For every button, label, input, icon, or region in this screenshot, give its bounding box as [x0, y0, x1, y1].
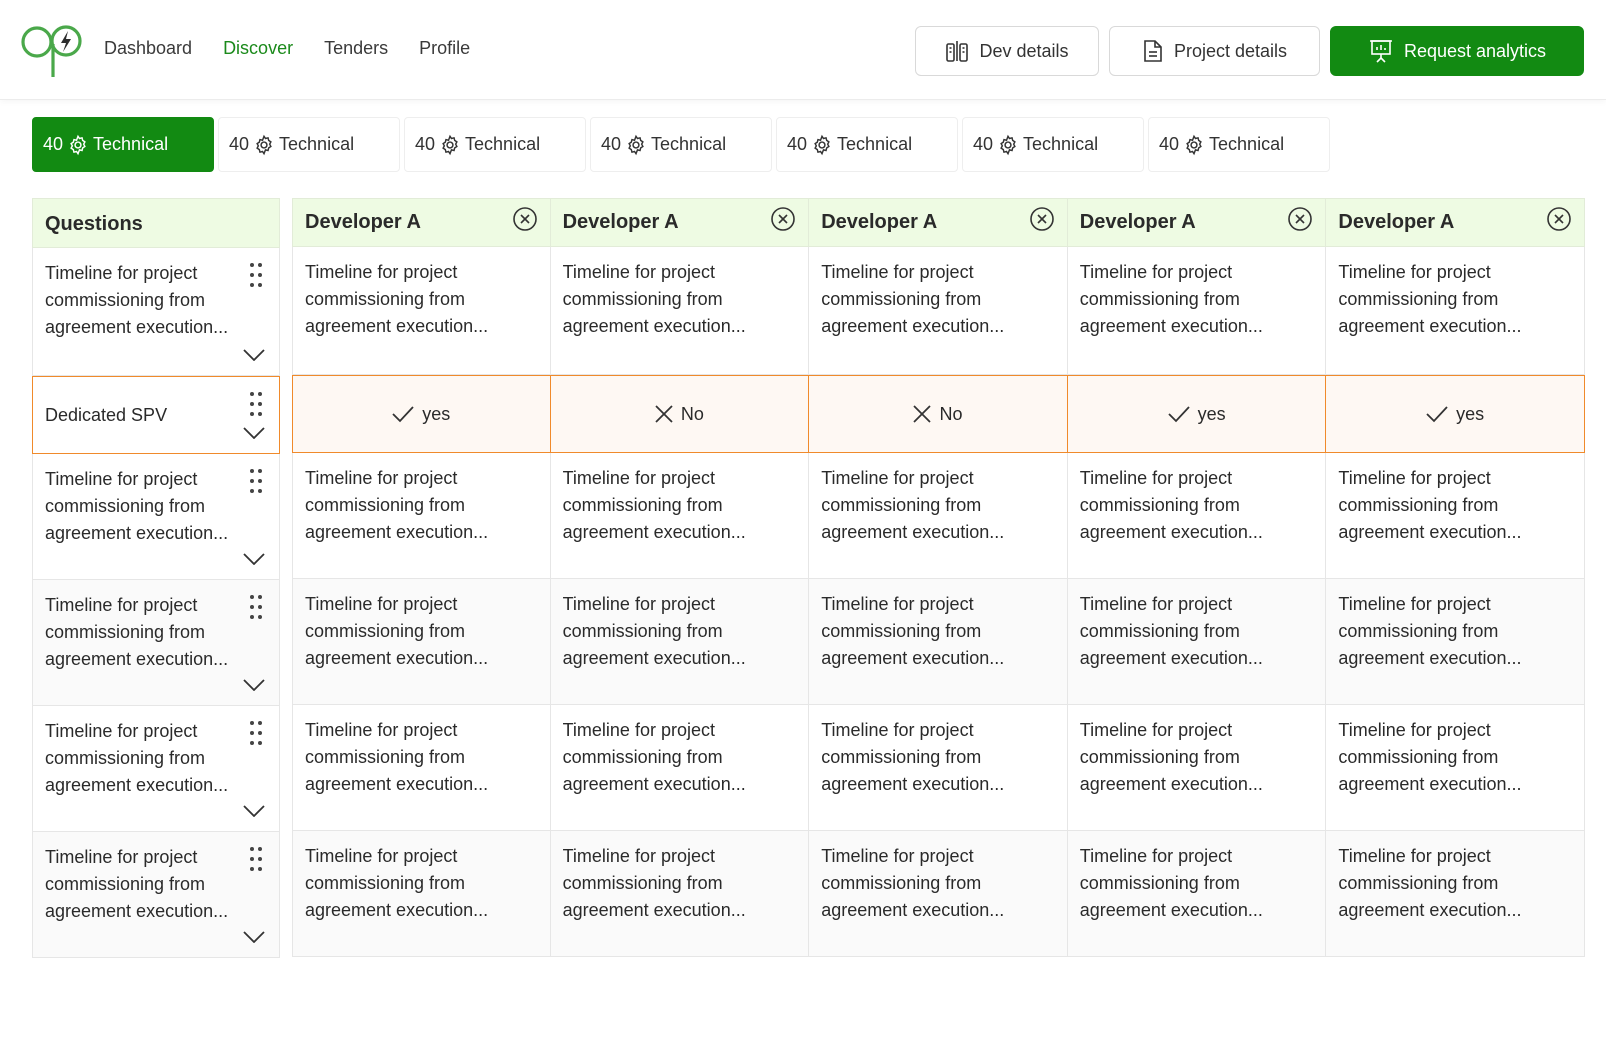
question-text: Timeline for project commissioning from agreement execution...: [45, 469, 229, 543]
gear-icon: [67, 134, 89, 156]
tab-count: 40: [1159, 134, 1180, 154]
tab-count: 40: [43, 134, 64, 154]
answer-text: Timeline for project commissioning from agreement execution...: [562, 846, 746, 920]
answer-text: Timeline for project commissioning from agreement execution...: [1338, 594, 1522, 668]
answer-cell: [292, 375, 551, 453]
dev-details-label: Dev details: [979, 40, 1069, 61]
developer-column-header: [292, 199, 551, 247]
nav-discover[interactable]: Discover: [223, 38, 294, 58]
gear-icon: [997, 134, 1019, 156]
table-row: [292, 705, 1585, 831]
request-analytics-label: Request analytics: [1403, 40, 1547, 61]
tab-technical-2[interactable]: [218, 117, 400, 172]
close-circle-icon[interactable]: [512, 206, 538, 232]
answer-cell: [292, 453, 551, 579]
answer-cell: [1326, 453, 1585, 579]
answer-cell: [809, 247, 1068, 375]
remove-developer-button[interactable]: [1546, 206, 1572, 240]
tab-technical-3[interactable]: [404, 117, 586, 172]
remove-developer-button[interactable]: [512, 206, 538, 240]
x-icon: [913, 405, 931, 423]
answer-cell: [809, 831, 1068, 957]
answer-text: Timeline for project commissioning from agreement execution...: [305, 846, 489, 920]
question-row[interactable]: [32, 706, 280, 832]
check-icon: [1168, 405, 1190, 423]
answer-label: No: [680, 403, 704, 424]
answer-cell: [1326, 579, 1585, 705]
project-details-button[interactable]: [1109, 26, 1320, 76]
question-row-highlighted[interactable]: [32, 376, 280, 454]
chevron-down-icon[interactable]: [243, 427, 265, 439]
tab-count: 40: [787, 134, 808, 154]
nav-dashboard[interactable]: Dashboard: [104, 38, 193, 58]
category-tabs: [32, 117, 1334, 172]
tab-technical-7[interactable]: [1148, 117, 1330, 172]
question-row[interactable]: [32, 580, 280, 706]
answer-label: yes: [1456, 403, 1485, 424]
gear-icon: [1183, 134, 1205, 156]
chevron-down-icon[interactable]: [243, 805, 265, 817]
answer-cell: [809, 579, 1068, 705]
answer-label: yes: [1197, 403, 1226, 424]
close-circle-icon[interactable]: [1287, 206, 1313, 232]
answer-cell: [551, 375, 810, 453]
answer-cell: [809, 375, 1068, 453]
developer-name: Developer A: [1338, 211, 1455, 233]
answer-text: Timeline for project commissioning from agreement execution...: [1338, 720, 1522, 794]
answer-cell: [292, 579, 551, 705]
close-circle-icon[interactable]: [1029, 206, 1055, 232]
tab-label: Technical: [1023, 134, 1099, 154]
table-row: [292, 375, 1585, 453]
question-text: Dedicated SPV: [45, 404, 168, 425]
remove-developer-button[interactable]: [770, 206, 796, 240]
answer-cell: [1068, 247, 1327, 375]
tab-technical-6[interactable]: [962, 117, 1144, 172]
answer-text: Timeline for project commissioning from agreement execution...: [1079, 594, 1263, 668]
tab-count: 40: [601, 134, 622, 154]
answer-cell: [1068, 375, 1327, 453]
nav-tenders[interactable]: Tenders: [324, 38, 389, 58]
tab-technical-5[interactable]: [776, 117, 958, 172]
drag-handle-icon[interactable]: [249, 468, 263, 502]
answer-cell: [292, 247, 551, 375]
answer-text: Timeline for project commissioning from agreement execution...: [305, 262, 489, 336]
gear-icon: [625, 134, 647, 156]
answer-text: Timeline for project commissioning from agreement execution...: [821, 262, 1005, 336]
close-circle-icon[interactable]: [1546, 206, 1572, 232]
tab-label: Technical: [465, 134, 541, 154]
chevron-down-icon[interactable]: [243, 679, 265, 691]
developer-column-header: [809, 199, 1068, 247]
check-icon: [392, 405, 414, 423]
questions-header: Questions: [32, 198, 280, 248]
answer-cell: [1326, 247, 1585, 375]
nav-profile[interactable]: Profile: [419, 38, 471, 58]
question-text: Timeline for project commissioning from agreement execution...: [45, 263, 229, 337]
answer-cell: [551, 831, 810, 957]
question-row[interactable]: [32, 832, 280, 958]
developer-name: Developer A: [562, 211, 679, 233]
answer-cell: [551, 579, 810, 705]
drag-handle-icon[interactable]: [249, 391, 263, 425]
gear-icon: [253, 134, 275, 156]
table-row: [292, 579, 1585, 705]
answer-cell: [551, 453, 810, 579]
tab-count: 40: [973, 134, 994, 154]
answer-text: Timeline for project commissioning from agreement execution...: [562, 468, 746, 542]
answer-cell: [292, 705, 551, 831]
tab-technical-4[interactable]: [590, 117, 772, 172]
tab-label: Technical: [279, 134, 355, 154]
question-row[interactable]: [32, 248, 280, 376]
question-row[interactable]: [32, 454, 280, 580]
x-icon: [655, 405, 673, 423]
answer-cell: [1068, 453, 1327, 579]
logo[interactable]: [20, 22, 86, 78]
chevron-down-icon[interactable]: [243, 553, 265, 565]
project-details-label: Project details: [1173, 40, 1288, 61]
answer-text: Timeline for project commissioning from agreement execution...: [821, 720, 1005, 794]
check-icon: [1426, 405, 1448, 423]
drag-handle-icon[interactable]: [249, 594, 263, 628]
close-circle-icon[interactable]: [770, 206, 796, 232]
developer-column-header: [1326, 199, 1585, 247]
answer-text: Timeline for project commissioning from agreement execution...: [1079, 846, 1263, 920]
tab-label: Technical: [93, 134, 169, 154]
answer-text: Timeline for project commissioning from agreement execution...: [562, 594, 746, 668]
developer-name: Developer A: [821, 211, 938, 233]
tab-count: 40: [229, 134, 250, 154]
drag-handle-icon[interactable]: [249, 262, 263, 296]
dev-details-icon: [945, 39, 969, 63]
developer-column-header: [1068, 199, 1327, 247]
table-row: [292, 453, 1585, 579]
answer-text: Timeline for project commissioning from agreement execution...: [821, 846, 1005, 920]
developer-column-header: [551, 199, 810, 247]
answer-cell: [1068, 579, 1327, 705]
tab-technical-1[interactable]: [32, 117, 214, 172]
answer-text: Timeline for project commissioning from agreement execution...: [821, 594, 1005, 668]
answer-cell: [809, 453, 1068, 579]
question-text: Timeline for project commissioning from agreement execution...: [45, 847, 229, 921]
answer-cell: [1326, 375, 1585, 453]
developer-name: Developer A: [305, 211, 421, 233]
answer-cell: [1326, 831, 1585, 957]
question-text: Timeline for project commissioning from agreement execution...: [45, 595, 229, 669]
tab-count: 40: [415, 134, 436, 154]
question-text: Timeline for project commissioning from agreement execution...: [45, 721, 229, 795]
request-analytics-button[interactable]: [1330, 26, 1584, 76]
dev-details-button[interactable]: [915, 26, 1099, 76]
answer-text: Timeline for project commissioning from agreement execution...: [1079, 720, 1263, 794]
table-row: [292, 247, 1585, 375]
drag-handle-icon[interactable]: [249, 846, 263, 880]
tab-label: Technical: [837, 134, 913, 154]
comparison-grid: [292, 198, 1585, 957]
remove-developer-button[interactable]: [1029, 206, 1055, 240]
presentation-chart-icon: [1368, 38, 1394, 64]
answer-text: Timeline for project commissioning from agreement execution...: [562, 262, 746, 336]
answer-text: Timeline for project commissioning from agreement execution...: [1079, 468, 1263, 542]
answer-text: Timeline for project commissioning from agreement execution...: [562, 720, 746, 794]
main-nav: [104, 38, 501, 59]
answer-text: Timeline for project commissioning from agreement execution...: [1079, 262, 1263, 336]
answer-label: No: [939, 403, 963, 424]
remove-developer-button[interactable]: [1287, 206, 1313, 240]
answer-cell: [551, 247, 810, 375]
tab-label: Technical: [651, 134, 727, 154]
answer-cell: [809, 705, 1068, 831]
top-header: [0, 0, 1606, 100]
answer-text: Timeline for project commissioning from agreement execution...: [1338, 468, 1522, 542]
answer-text: Timeline for project commissioning from agreement execution...: [821, 468, 1005, 542]
answer-text: Timeline for project commissioning from agreement execution...: [1338, 262, 1522, 336]
table-row: [292, 831, 1585, 957]
answer-cell: [292, 831, 551, 957]
answer-cell: [1068, 705, 1327, 831]
answer-cell: [551, 705, 810, 831]
document-icon: [1142, 39, 1164, 63]
answer-text: Timeline for project commissioning from agreement execution...: [1338, 846, 1522, 920]
developer-name: Developer A: [1079, 211, 1196, 233]
gear-icon: [811, 134, 833, 156]
questions-column: [32, 198, 280, 958]
answer-label: yes: [422, 403, 451, 424]
developer-header-row: [292, 198, 1585, 247]
chevron-down-icon[interactable]: [243, 349, 265, 361]
answer-text: Timeline for project commissioning from agreement execution...: [305, 720, 489, 794]
answer-cell: [1326, 705, 1585, 831]
drag-handle-icon[interactable]: [249, 720, 263, 754]
answer-cell: [1068, 831, 1327, 957]
answer-text: Timeline for project commissioning from agreement execution...: [305, 594, 489, 668]
answer-text: Timeline for project commissioning from agreement execution...: [305, 468, 489, 542]
gear-icon: [439, 134, 461, 156]
tab-label: Technical: [1209, 134, 1285, 154]
chevron-down-icon[interactable]: [243, 931, 265, 943]
